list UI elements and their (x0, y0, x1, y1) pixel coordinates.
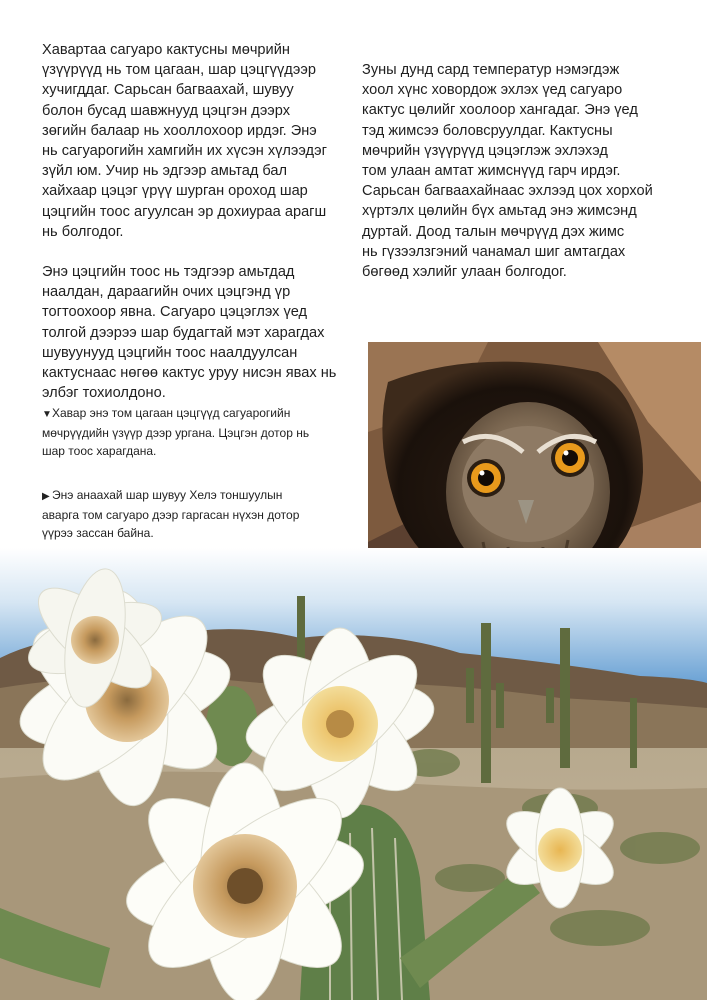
caption-flowers (42, 404, 362, 460)
left-paragraph-1: Хавартаа сагуаро кактусны мөчрийн үзүүрүүд нь том цагаан, шар цэцгүүдээр хучигддаг. Сарьсан багваахай, шувуу болон бусад шавжнууд цэцгэн дээрх зөгийн балаар нь хооллохоор ирдэг. Энэ нь сагуарогийн хамгийн их хүсэн хүлээдэг зүйл юм. Учир нь эдгээр амьтад бал хайхаар цэцэг үрүү шурган ороход шар цэцгийн тоос агуулсан эр дохиураа арагш нь болгодог. (42, 42, 327, 240)
caption-owl-text: Энэ анаахай шар шувуу Хелэ тоншуулын аварга том сагуаро дээр гаргасан нүхэн дотор үүрээ зассан байна. (42, 488, 300, 540)
left-text-column (42, 40, 362, 403)
saguaro-flowers-illustration (0, 548, 707, 1000)
right-triangle-icon: ▶ (42, 491, 50, 502)
right-text-column (362, 60, 692, 282)
right-paragraph-1: Зуны дунд сард температур нэмэгдэж хоол хүнс ховордож эхлэх үед сагуаро кактус цөлийг хоолоор хангадаг. Энэ үед тэд жимсээ боловсруулдаг. Кактусны мөчрийн үзүүрүүд цэцэглэж эхлэхэд том улаан амтат жимснүүд гарч ирдэг. Сарьсан багваахайнаас эхлээд цох хорхой хүртэлх цөлийн бүх амьтад энэ жимсэнд дуртай. Доод талын мөчрүүд дэх жимс нь гүзээлзгэний чанамал шиг амтагдах бөгөөд хэлийг улаан болгодог. (362, 62, 653, 281)
down-triangle-icon: ▼ (42, 409, 52, 420)
caption-owl (42, 486, 362, 542)
saguaro-flowers-photo (0, 548, 707, 1000)
left-paragraph-2: Энэ цэцгийн тоос нь тэдгээр амьтдад наалдан, дараагийн очих цэцгэнд үр тогтоохоор явна. Сагуаро цэцэглэх үед толгой дээрээ шар будагтай мэт харагдах шувуунууд цэцгийн тоос наалдуулсан кактуснаас нөгөө кактус уруу нисэн явах нь элбэг тохиолдоно. (42, 264, 337, 402)
caption-flowers-text: Хавар энэ том цагаан цэцгүүд сагуарогийн мөчрүүдийн үзүүр дээр ургана. Цэцгэн дотор нь шар тоос харагдана. (42, 406, 310, 458)
